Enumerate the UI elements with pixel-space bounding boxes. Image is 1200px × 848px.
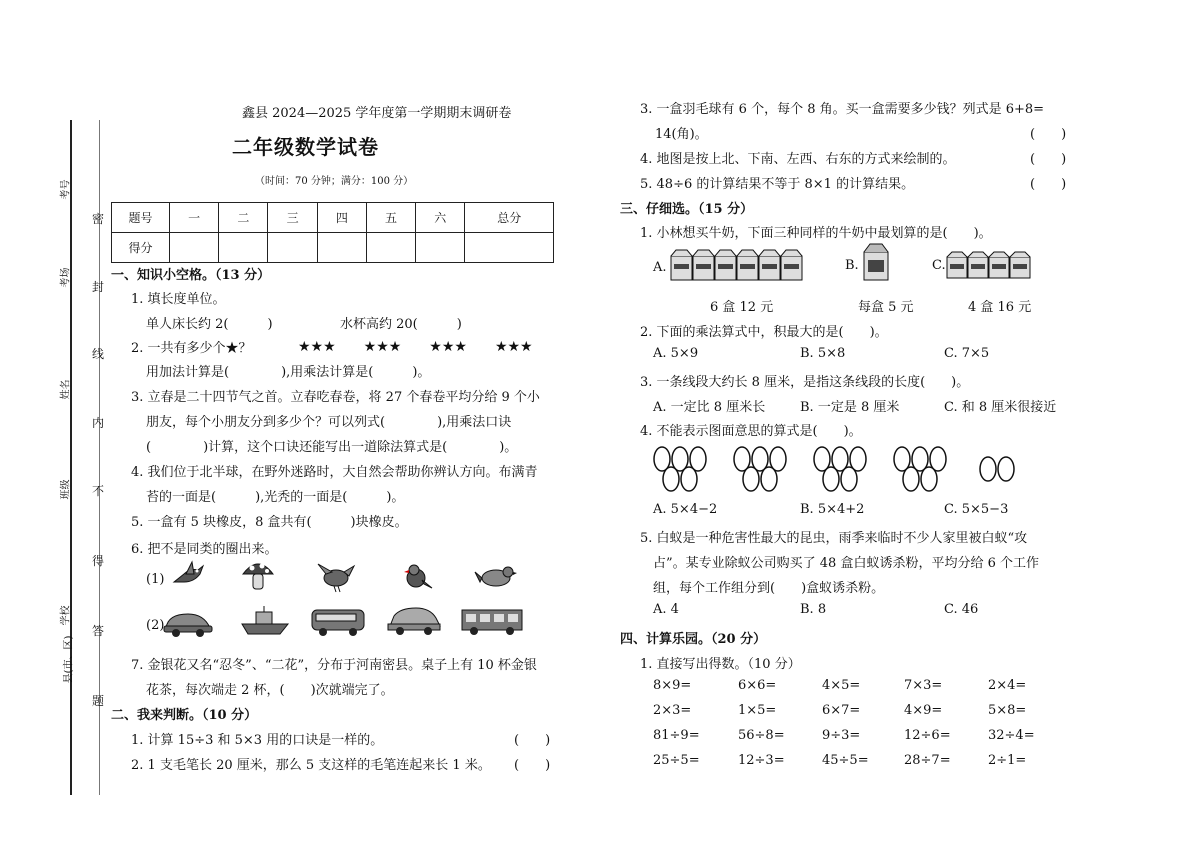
question-5: 5. 一盒有 5 块橡皮，8 盒共有( )块橡皮。 <box>131 515 408 530</box>
seal-char: 答 <box>92 624 105 638</box>
star-groups: ★★★ ★★★ ★★★ ★★★ <box>298 339 533 355</box>
calc-item[interactable]: 7×3= <box>904 678 943 693</box>
score-cell[interactable] <box>317 233 366 263</box>
ship-icon[interactable] <box>240 604 290 638</box>
question-4a: 4. 我们位于北半球，在野外迷路时，大自然会帮助你辨认方向。布满青 <box>131 465 538 480</box>
question-3b: 朋友，每个小朋友分到多少个？可以列式( ),用乘法口诀 <box>146 415 512 430</box>
choice-4-option[interactable]: C. 5×5−3 <box>944 502 1009 517</box>
score-header-cell: 四 <box>317 203 366 233</box>
score-header-cell: 二 <box>219 203 268 233</box>
section-2-title: 二、我来判断。（10 分） <box>111 708 258 723</box>
calc-item[interactable]: 6×6= <box>738 678 777 693</box>
question-4b: 苔的一面是( ),光秃的一面是( )。 <box>146 490 405 505</box>
score-table <box>111 202 554 263</box>
margin-field-name: 姓名 <box>60 379 72 400</box>
choice-3-option[interactable]: C. 和 8 厘米很接近 <box>944 400 1057 415</box>
seal-char: 线 <box>92 347 105 361</box>
milk-box-group-icon <box>946 250 1034 280</box>
calc-item[interactable]: 28÷7= <box>904 753 951 768</box>
calc-item[interactable]: 45÷5= <box>822 753 869 768</box>
calc-item[interactable]: 25÷5= <box>653 753 700 768</box>
calc-item[interactable]: 81÷9= <box>653 728 700 743</box>
calc-item[interactable]: 2×3= <box>653 703 692 718</box>
section-4-title: 四、计算乐园。（20 分） <box>620 632 767 647</box>
score-table-score-row <box>112 233 554 263</box>
judge-3-answer[interactable]: ( ) <box>1030 127 1067 142</box>
choice-3-option[interactable]: B. 一定是 8 厘米 <box>800 400 900 415</box>
choice-3: 3. 一条线段大约长 8 厘米，是指这条线段的长度( )。 <box>640 375 970 390</box>
choice-5-option[interactable]: B. 8 <box>800 602 827 617</box>
choice-1-option-b[interactable]: B. <box>845 258 859 273</box>
judge-2: 2. 1 支毛笔长 20 厘米，那么 5 支这样的毛笔连起来长 1 米。 <box>131 758 491 773</box>
score-header-cell: 五 <box>366 203 415 233</box>
judge-1: 1. 计算 15÷3 和 5×3 用的口诀是一样的。 <box>131 733 384 748</box>
bird-icon[interactable] <box>400 560 434 594</box>
score-header-cell: 一 <box>170 203 219 233</box>
question-1a: 单人床长约 2( ) <box>146 317 273 332</box>
margin-field-county: 县(市、区) <box>63 635 75 684</box>
judge-2-answer[interactable]: ( ) <box>514 758 551 773</box>
exam-header: 鑫县 2024—2025 学年度第一学期期末调研卷 <box>242 106 512 121</box>
question-3a: 3. 立春是二十四节气之首。立春吃春卷，将 27 个春卷平均分给 9 个小 <box>131 390 540 405</box>
question-6: 6. 把不是同类的圈出来。 <box>131 542 278 557</box>
calc-item[interactable]: 4×9= <box>904 703 943 718</box>
question-7a: 7. 金银花又名“忍冬”、“二花”，分布于河南密县。桌子上有 10 杯金银 <box>131 658 537 673</box>
choice-5-option[interactable]: A. 4 <box>653 602 679 617</box>
choice-2-option[interactable]: A. 5×9 <box>653 346 699 361</box>
calc-item[interactable]: 12÷6= <box>904 728 951 743</box>
bus-icon[interactable] <box>460 606 524 636</box>
question-2b: 用加法计算是( ),用乘法计算是( )。 <box>146 365 431 380</box>
margin-field-kaohao: 考号 <box>60 179 72 200</box>
milk-box-group-icon <box>670 248 806 282</box>
question-7b: 花茶，每次端走 2 杯，( )次就端完了。 <box>146 683 394 698</box>
calc-item[interactable]: 1×5= <box>738 703 777 718</box>
question-6-row1-label: (1) <box>146 572 165 587</box>
mushroom-icon[interactable] <box>240 558 276 592</box>
calc-item[interactable]: 5×8= <box>988 703 1027 718</box>
bird-icon[interactable] <box>170 560 206 592</box>
margin-field-kaochang: 考场 <box>60 267 72 288</box>
question-3c: ( )计算，这个口诀还能写出一道除法算式是( )。 <box>146 440 518 455</box>
choice-5c: 组，每个工作组分到( )盒蚁诱杀粉。 <box>653 581 885 596</box>
bird-icon[interactable] <box>474 560 518 592</box>
calc-item[interactable]: 2×4= <box>988 678 1027 693</box>
choice-4-option[interactable]: A. 5×4−2 <box>653 502 718 517</box>
score-cell[interactable] <box>366 233 415 263</box>
score-cell[interactable] <box>170 233 219 263</box>
pear-groups-icon <box>650 443 1030 493</box>
judge-3a: 3. 一盒羽毛球有 6 个，每个 8 角。买一盒需要多少钱？列式是 6+8= <box>640 102 1045 117</box>
bird-icon[interactable] <box>316 560 356 594</box>
score-header-cell: 三 <box>268 203 317 233</box>
calc-item[interactable]: 8×9= <box>653 678 692 693</box>
score-cell[interactable] <box>219 233 268 263</box>
choice-1-price-b: 每盒 5 元 <box>858 300 914 315</box>
score-header-cell: 六 <box>416 203 465 233</box>
judge-4: 4. 地图是按上北、下南、左西、右东的方式来绘制的。 <box>640 152 956 167</box>
choice-1-price-c: 4 盒 16 元 <box>968 300 1032 315</box>
seal-char: 内 <box>92 416 105 430</box>
margin-field-class: 班级 <box>60 479 72 500</box>
judge-1-answer[interactable]: ( ) <box>514 733 551 748</box>
choice-1: 1. 小林想买牛奶，下面三种同样的牛奶中最划算的是( )。 <box>640 226 992 241</box>
seal-char: 得 <box>92 554 105 568</box>
margin-field-school: 学校 <box>60 605 72 626</box>
milk-carton-icon <box>862 242 890 282</box>
choice-1-option-a[interactable]: A. <box>653 260 667 275</box>
time-info: （时间：70 分钟；满分：100 分） <box>255 176 414 187</box>
seal-char: 密 <box>92 212 105 226</box>
choice-1-price-a: 6 盒 12 元 <box>710 300 774 315</box>
page-title: 二年级数学试卷 <box>232 135 379 159</box>
calc-item[interactable]: 9÷3= <box>822 728 861 743</box>
question-1: 1. 填长度单位。 <box>131 292 226 307</box>
choice-2-option[interactable]: C. 7×5 <box>944 346 990 361</box>
score-cell[interactable] <box>268 233 317 263</box>
choice-4: 4. 不能表示图面意思的算式是( )。 <box>640 424 862 439</box>
question-1b: 水杯高约 20( ) <box>340 317 462 332</box>
car-icon[interactable] <box>162 608 214 638</box>
score-header-cell: 总分 <box>465 203 554 233</box>
section-3-title: 三、仔细选。（15 分） <box>620 202 754 217</box>
judge-5-answer[interactable]: ( ) <box>1030 177 1067 192</box>
judge-4-answer[interactable]: ( ) <box>1030 152 1067 167</box>
score-row-label: 得分 <box>112 233 170 263</box>
choice-5-option[interactable]: C. 46 <box>944 602 979 617</box>
van-icon[interactable] <box>310 606 366 638</box>
calc-item[interactable]: 6×7= <box>822 703 861 718</box>
seal-char: 封 <box>92 280 105 294</box>
choice-2-option[interactable]: B. 5×8 <box>800 346 846 361</box>
car-icon[interactable] <box>386 604 442 636</box>
judge-5: 5. 48÷6 的计算结果不等于 8×1 的计算结果。 <box>640 177 915 192</box>
judge-3b: 14(角)。 <box>655 127 708 142</box>
calc-item[interactable]: 12÷3= <box>738 753 785 768</box>
calc-item[interactable]: 56÷8= <box>738 728 785 743</box>
score-header-cell: 题号 <box>112 203 170 233</box>
choice-2: 2. 下面的乘法算式中，积最大的是( )。 <box>640 325 888 340</box>
margin-line <box>70 120 72 795</box>
score-cell[interactable] <box>416 233 465 263</box>
choice-4-option[interactable]: B. 5×4+2 <box>800 502 865 517</box>
score-cell[interactable] <box>465 233 554 263</box>
choice-1-option-c[interactable]: C. <box>932 258 946 273</box>
section-1-title: 一、知识小空格。（13 分） <box>111 268 271 283</box>
calc-item[interactable]: 2÷1= <box>988 753 1027 768</box>
question-2: 2. 一共有多少个★？ <box>131 341 252 356</box>
calc-item[interactable]: 32÷4= <box>988 728 1035 743</box>
calc-question-1: 1. 直接写出得数。（10 分） <box>640 657 801 672</box>
question-6-row2-label: (2) <box>146 618 165 633</box>
calc-item[interactable]: 4×5= <box>822 678 861 693</box>
seal-char: 题 <box>92 694 105 708</box>
choice-5b: 占”。某专业除蚁公司购买了 48 盒白蚁诱杀粉，平均分给 6 个工作 <box>653 556 1039 571</box>
score-table-header-row <box>112 203 554 233</box>
seal-char: 不 <box>92 484 105 498</box>
choice-5a: 5. 白蚁是一种危害性最大的昆虫，雨季来临时不少人家里被白蚁“攻 <box>640 531 1028 546</box>
choice-3-option[interactable]: A. 一定比 8 厘米长 <box>653 400 766 415</box>
